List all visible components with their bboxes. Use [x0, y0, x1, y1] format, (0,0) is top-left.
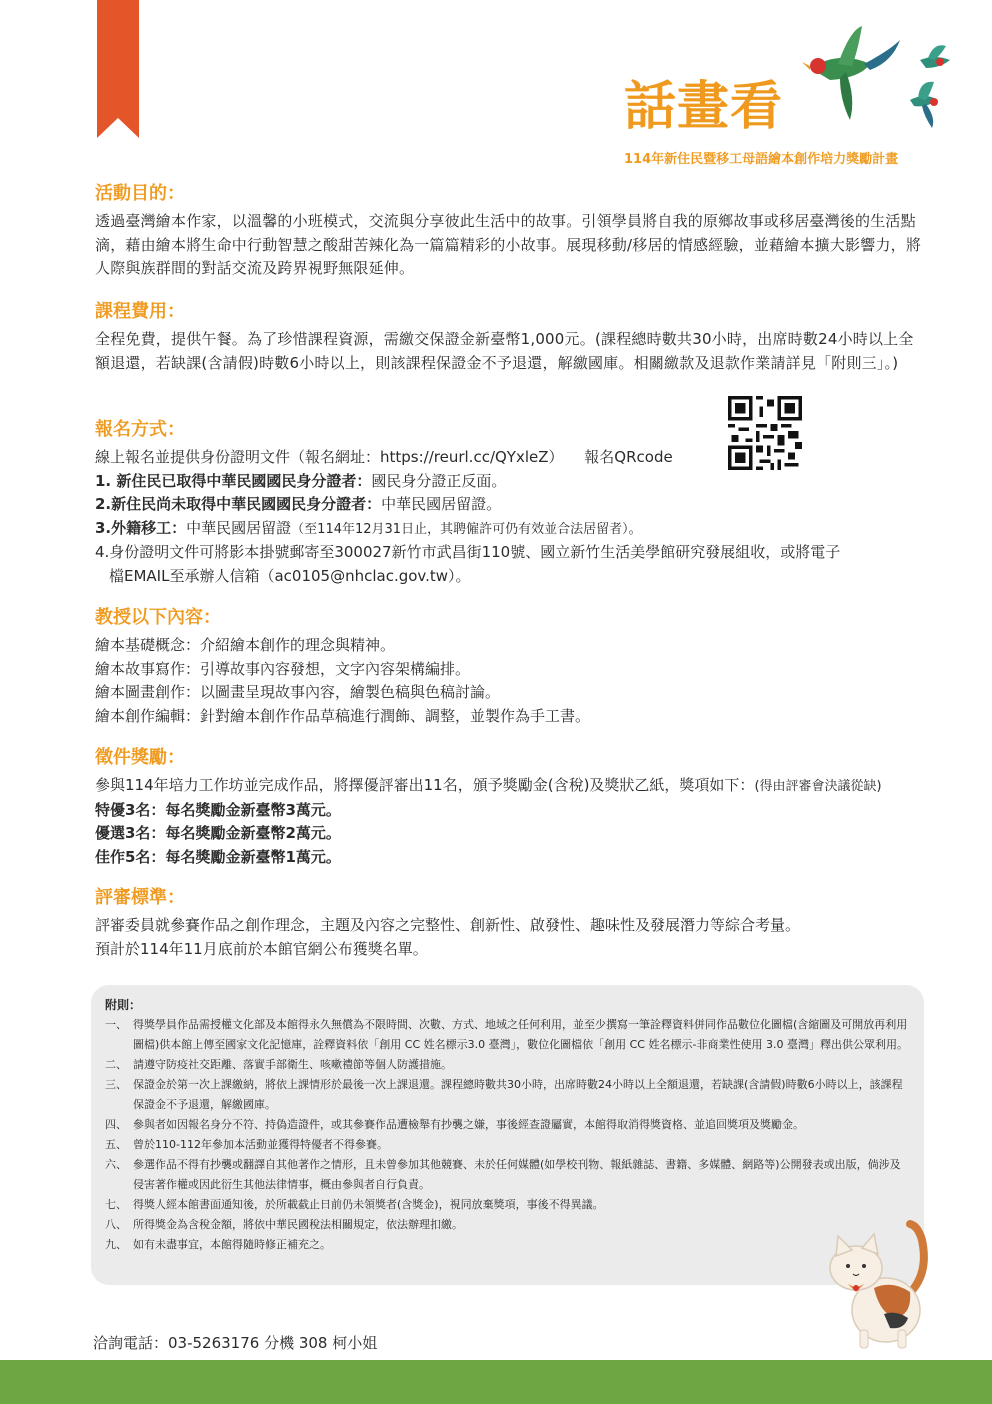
award-item: 佳作5名：每名獎勵金新臺幣1萬元。 — [95, 847, 341, 866]
registration-url-text: 線上報名並提供身份證明文件（報名網址：https://reurl.cc/QYxleZ） — [95, 448, 564, 466]
list-item: 4.身份證明文件可將影本掛號郵寄至300027新竹市武昌街110號、國立新竹生活美學館研究發展組收，或將電子 — [95, 543, 841, 561]
item-text: 中華民國居留證 — [186, 518, 292, 537]
item-strong: 新住民已取得中華民國國民身分證者： — [116, 471, 372, 490]
note-text: 參選作品不得有抄襲或翻譯自其他著作之情形，且未曾參加其他競賽、未於任何媒體(如學校刊物、報紙雜誌、書籍、多媒體、網路等)公開發表或出版，倘涉及侵害著作權或因此衍生其他法律情事，概由參與者自行負責。 — [133, 1158, 901, 1191]
section-fee — [95, 298, 925, 375]
criteria-line: 預計於114年11月底前於本館官網公布獲獎名單。 — [95, 939, 428, 958]
purpose-text: 透過臺灣繪本作家，以溫馨的小班模式，交流與分享彼此生活中的故事。引領學員將自我的原鄉故事或移居臺灣後的生活點滴，藉由繪本將生命中行動智慧之酸甜苦辣化為一篇篇精彩的小故事。展現移動/移居的情感經驗，並藉繪本擴大影響力，將人際與族群間的對話交流及跨界視野無限延伸。 — [95, 212, 922, 277]
award-item: 優選3名：每名獎勵金新臺幣2萬元。 — [95, 824, 341, 842]
awards-intro — [95, 774, 925, 799]
section-heading: 評審標準： — [95, 887, 185, 908]
note-text: 曾於110-112年參加本活動並獲得特優者不得參賽。 — [133, 1138, 388, 1151]
note-number: 六、 — [105, 1158, 127, 1171]
item-text: 中華民國居留證。 — [381, 495, 502, 513]
note-item — [105, 1015, 910, 1055]
note-item — [105, 1155, 910, 1195]
qr-label: 報名QRcode — [584, 448, 673, 466]
note-item — [105, 1115, 910, 1135]
note-item — [105, 1135, 910, 1155]
section-criteria — [95, 884, 925, 961]
note-text: 保證金於第一次上課繳納，將依上課情形於最後一次上課退還。課程總時數共30小時，出席時數24小時以上全額退還，若缺課(含請假)時數6小時以上，該課程保證金不予退還，解繳國庫。 — [133, 1078, 903, 1111]
note-number: 八、 — [105, 1218, 127, 1231]
note-item — [105, 1075, 910, 1115]
brand-subtitle: 114年新住民暨移工母語繪本創作培力獎勵計畫 — [624, 152, 899, 167]
item-strong: 新住民尚未取得中華民國國民身分證者： — [111, 495, 382, 513]
item-prefix: 2. — [95, 495, 112, 513]
list-item: 繪本基礎概念：介紹繪本創作的理念與精神。 — [95, 636, 396, 654]
note-text: 參與者如因報名身分不符、持偽造證件，或其參賽作品遭檢舉有抄襲之嫌，事後經查證屬實，本館得取消得獎資格、並追回獎項及獎勵金。 — [133, 1118, 804, 1131]
awards-intro-text: 參與114年培力工作坊並完成作品，將擇優評審出11名，頒予獎勵金(含稅)及獎狀乙紙，獎項如下： — [95, 776, 755, 794]
fee-text: 全程免費，提供午餐。為了珍惜課程資源，需繳交保證金新臺幣1,000元。(課程總時數共30小時，出席時數24小時以上全額退還，若缺課(含請假)時數6小時以上，則該課程保證金不予退還，解繳國庫。相關繳款及退款作業請詳見「附則三」。) — [95, 330, 914, 372]
note-item — [105, 1215, 910, 1235]
cat-illustration — [826, 1218, 936, 1350]
birds-illustration — [800, 20, 960, 130]
section-heading: 教授以下內容： — [95, 607, 221, 628]
note-number: 三、 — [105, 1078, 127, 1091]
note-item — [105, 1235, 910, 1255]
note-number: 四、 — [105, 1118, 127, 1131]
note-text: 得獎人經本館書面通知後，於所載截止日前仍未領獎者(含獎金)，視同放棄獎項，事後不得異議。 — [133, 1198, 604, 1211]
list-item: 繪本圖畫創作：以圖畫呈現故事內容，繪製色稿與色稿討論。 — [95, 683, 501, 701]
note-number: 一、 — [105, 1018, 127, 1031]
contact-info: 洽詢電話：03-5263176 分機 308 柯小姐 — [93, 1334, 378, 1352]
item-text: 國民身分證正反面。 — [371, 471, 507, 490]
item-note: （至114年12月31日止，其聘僱許可仍有效並合法居留者）。 — [291, 521, 642, 537]
brand-title: 話畫看 — [624, 76, 784, 137]
awards-intro-note: (得由評審會決議從缺) — [754, 779, 882, 794]
qr-code-icon[interactable] — [728, 396, 802, 470]
bottom-bar — [0, 1360, 992, 1404]
note-number: 九、 — [105, 1238, 127, 1251]
list-item: 繪本創作編輯：針對繪本創作作品草稿進行潤飾、調整，並製作為手工書。 — [95, 706, 591, 725]
section-purpose — [95, 180, 925, 281]
notes-title: 附則： — [105, 998, 142, 1012]
bookmark-ribbon-icon — [97, 0, 139, 138]
section-heading: 活動目的： — [95, 183, 185, 204]
list-item: 繪本故事寫作：引導故事內容發想，文字內容架構編排。 — [95, 659, 471, 678]
note-number: 二、 — [105, 1058, 127, 1071]
item-prefix: 1. — [95, 471, 117, 490]
list-item-continued: 檔EMAIL至承辦人信箱（ac0105@nhclac.gov.tw）。 — [109, 566, 471, 585]
criteria-line: 評審委員就參賽作品之創作理念，主題及內容之完整性、創新性、啟發性、趣味性及發展潛力等綜合考量。 — [95, 916, 801, 934]
note-text: 如有未盡事宜，本館得隨時修正補充之。 — [133, 1238, 331, 1251]
award-item: 特優3名：每名獎勵金新臺幣3萬元。 — [95, 800, 341, 819]
item-strong: 外籍移工： — [111, 518, 187, 537]
list-item — [95, 493, 925, 517]
note-number: 七、 — [105, 1198, 127, 1211]
note-text: 請遵守防疫社交距離、落實手部衛生、咳嗽禮節等個人防護措施。 — [133, 1058, 452, 1071]
section-heading: 報名方式： — [95, 419, 185, 440]
section-heading: 課程費用： — [95, 301, 185, 322]
item-prefix: 3. — [95, 518, 112, 537]
note-number: 五、 — [105, 1138, 127, 1151]
list-item — [95, 517, 925, 542]
section-heading: 徵件獎勵： — [95, 747, 185, 768]
note-item — [105, 1195, 910, 1215]
section-awards — [95, 744, 925, 869]
note-item — [105, 1055, 910, 1075]
section-content — [95, 604, 925, 728]
notes-list — [105, 1015, 910, 1255]
note-text: 所得獎金為含稅金額，將依中華民國稅法相關規定，依法辦理扣繳。 — [133, 1218, 463, 1231]
list-item — [95, 470, 925, 494]
note-text: 得獎學員作品需授權文化部及本館得永久無償為不限時間、次數、方式、地域之任何利用，並至少撰寫一筆詮釋資料併同作品數位化圖檔(含縮圖及可開放再利用圖檔)供本館上傳至國家文化記憶庫，詮釋資料依「創用 CC 姓名標示3.0 臺灣」，數位化圖檔依「創用 CC 姓名標示-非商業性使用 3.0 臺灣」釋出供公眾利用。 — [133, 1018, 908, 1051]
